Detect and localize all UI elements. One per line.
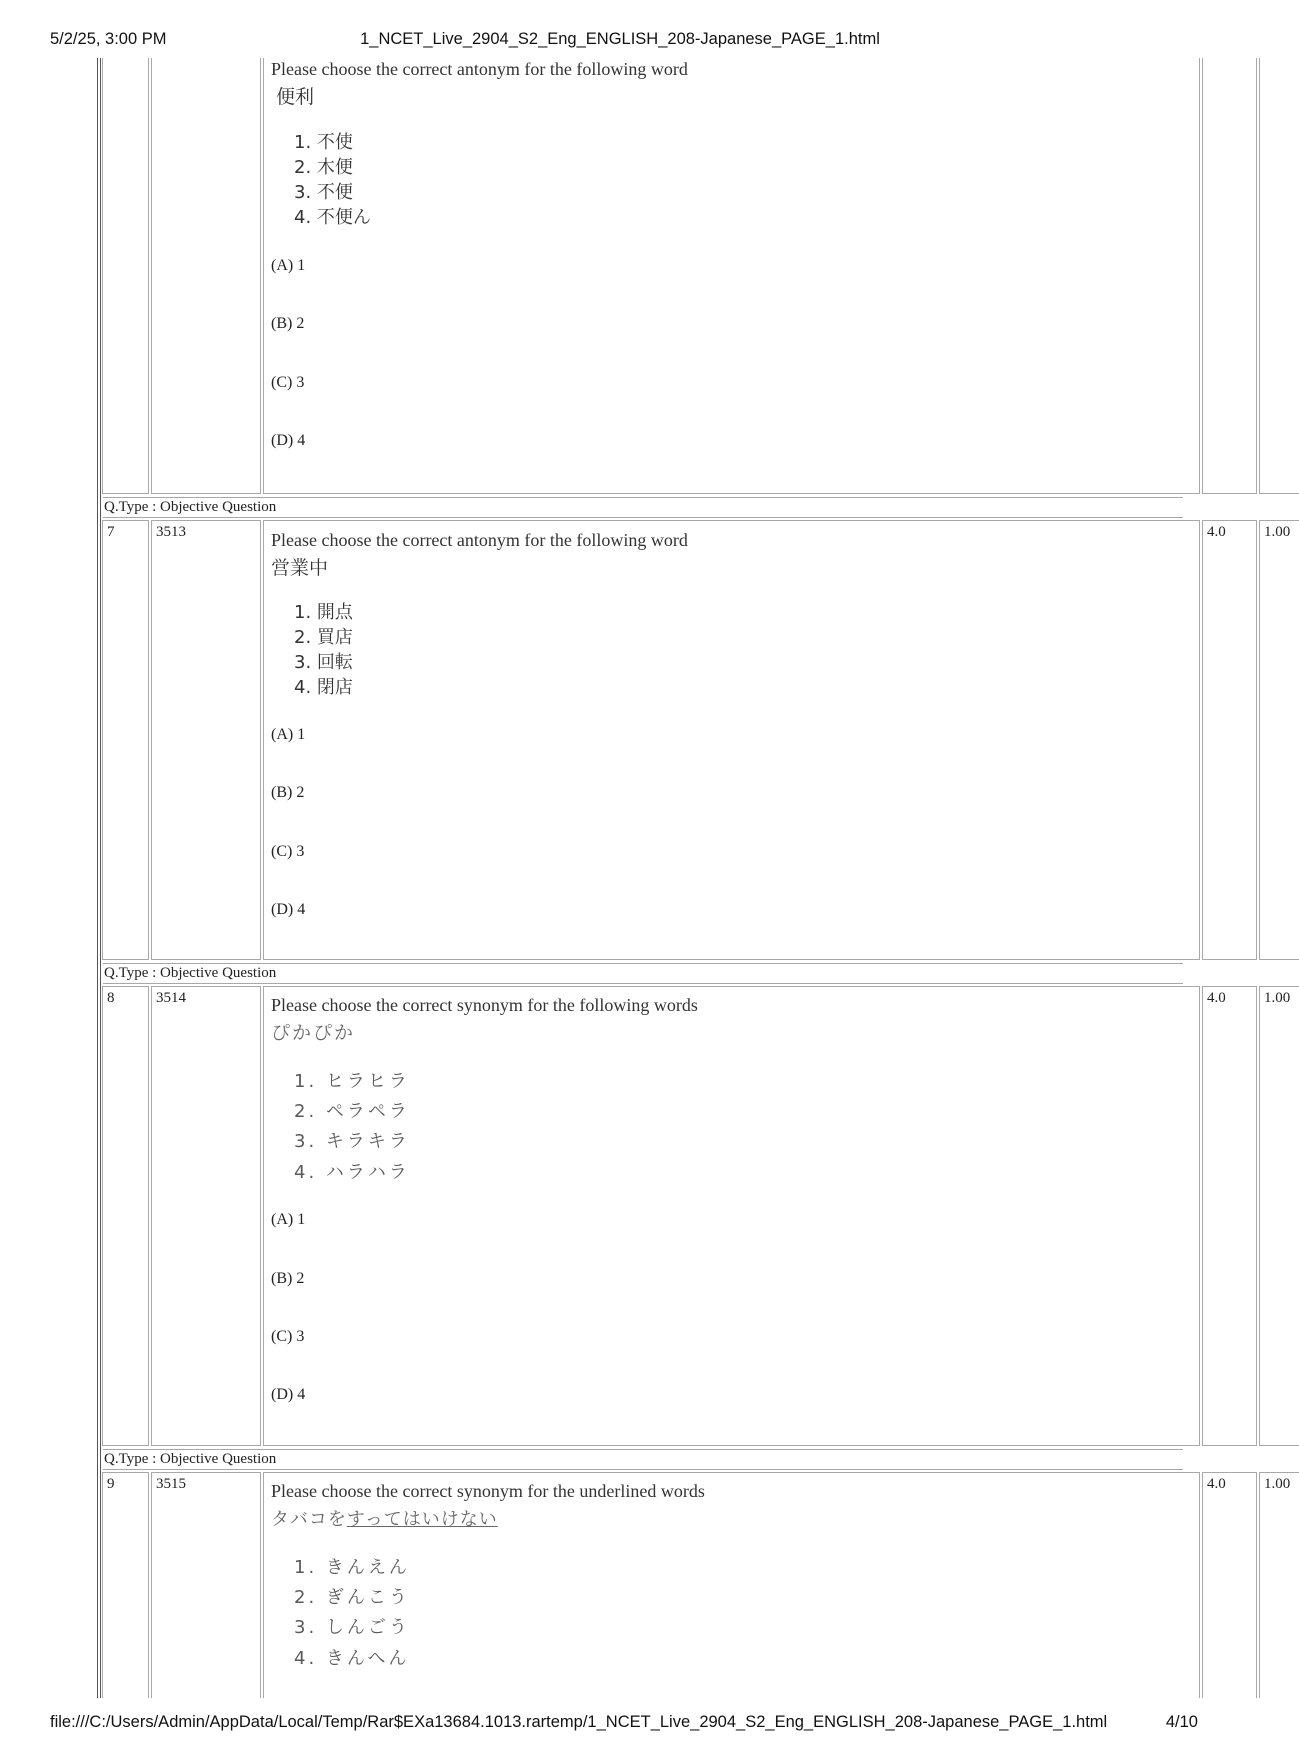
print-datetime: 5/2/25, 3:00 PM — [50, 30, 167, 48]
option-1: 1. ヒラヒラ — [294, 1071, 410, 1092]
marks-value: 4.0 — [1207, 524, 1226, 540]
negative-marks-value: 1.00 — [1264, 524, 1291, 540]
answer-c: (C) 3 — [271, 1328, 305, 1345]
negative-marks-cell — [1259, 520, 1299, 960]
marks-value: 4.0 — [1207, 1476, 1226, 1492]
question-type-label: Q.Type : Objective Question — [104, 499, 277, 515]
option-3: 3. キラキラ — [294, 1131, 410, 1152]
code-cell — [151, 986, 261, 1446]
option-3: 3. しんごう — [294, 1617, 410, 1638]
negative-marks-cell — [1259, 1472, 1299, 1698]
question-type-label: Q.Type : Objective Question — [104, 1451, 277, 1467]
answer-c: (C) 3 — [271, 843, 305, 860]
option-2: 2. ぎんこう — [294, 1587, 410, 1608]
serial-number: 8 — [107, 990, 115, 1006]
question-row — [102, 520, 1291, 960]
negative-marks-value: 1.00 — [1264, 990, 1291, 1006]
question-word: 営業中 — [271, 557, 329, 579]
option-1: 1. 不使 — [294, 132, 353, 153]
answer-a: (A) 1 — [271, 1211, 306, 1228]
answer-c: (C) 3 — [271, 374, 305, 391]
question-type-label: Q.Type : Objective Question — [104, 965, 277, 981]
print-header — [0, 30, 1240, 54]
serial-number: 7 — [107, 524, 115, 540]
question-cell — [263, 58, 1200, 494]
row-separator — [103, 1469, 1183, 1470]
serial-cell — [102, 1472, 149, 1698]
code-cell — [151, 1472, 261, 1698]
option-3: 3. 不便 — [294, 182, 353, 203]
serial-number: 9 — [107, 1476, 115, 1492]
serial-cell — [102, 520, 149, 960]
option-2: 2. 買店 — [294, 627, 353, 648]
answer-a: (A) 1 — [271, 257, 306, 274]
question-text: Please choose the correct synonym for the underlined words — [271, 1481, 705, 1501]
question-row — [102, 1472, 1291, 1698]
serial-cell — [102, 58, 149, 494]
page-edge-line — [100, 58, 101, 1698]
question-text: Please choose the correct antonym for the following word — [271, 530, 688, 550]
option-4: 4. 閉店 — [294, 677, 353, 698]
option-4: 4. ハラハラ — [294, 1162, 410, 1183]
row-separator — [103, 517, 1183, 518]
marks-cell — [1202, 520, 1257, 960]
question-phrase-underlined: すってはいけない — [346, 1509, 498, 1530]
answer-d: (D) 4 — [271, 432, 306, 449]
option-3: 3. 回転 — [294, 652, 353, 673]
question-code: 3513 — [156, 524, 186, 540]
question-phrase-prefix: タバコを — [271, 1509, 347, 1530]
question-code: 3515 — [156, 1476, 186, 1492]
print-page-number: 4/10 — [1165, 1713, 1198, 1731]
marks-cell — [1202, 58, 1257, 494]
option-4: 4. きんへん — [294, 1648, 410, 1669]
print-url: file:///C:/Users/Admin/AppData/Local/Temp/Rar$EXa13684.1013.rartemp/1_NCET_Live_2904_S2_Eng_ENGLISH_208-Japanese_PAGE_1.html — [50, 1713, 1108, 1731]
serial-cell — [102, 986, 149, 1446]
print-footer — [0, 1713, 1240, 1737]
page-edge-line — [97, 58, 98, 1698]
negative-marks-value: 1.00 — [1264, 1476, 1291, 1492]
question-text: Please choose the correct synonym for the following words — [271, 995, 698, 1015]
answer-b: (B) 2 — [271, 315, 305, 332]
code-cell — [151, 520, 261, 960]
question-cell — [263, 1472, 1200, 1698]
question-cell — [263, 986, 1200, 1446]
option-1: 1. きんえん — [294, 1557, 410, 1578]
question-row — [102, 58, 1184, 494]
answer-d: (D) 4 — [271, 1386, 306, 1403]
print-title: 1_NCET_Live_2904_S2_Eng_ENGLISH_208-Japanese_PAGE_1.html — [360, 30, 880, 48]
answer-b: (B) 2 — [271, 1270, 305, 1287]
code-cell — [151, 58, 261, 494]
question-word: ぴかぴか — [271, 1022, 356, 1044]
option-2: 2. 木便 — [294, 157, 353, 178]
answer-b: (B) 2 — [271, 784, 305, 801]
answer-a: (A) 1 — [271, 726, 306, 743]
row-separator — [103, 983, 1183, 984]
question-code: 3514 — [156, 990, 186, 1006]
answer-d: (D) 4 — [271, 901, 306, 918]
question-row — [102, 986, 1291, 1446]
option-2: 2. ペラペラ — [294, 1101, 410, 1122]
question-phrase — [271, 1505, 498, 1531]
question-text: Please choose the correct antonym for the following word — [271, 59, 688, 79]
negative-marks-cell — [1259, 986, 1299, 1446]
option-4: 4. 不便ん — [294, 207, 371, 228]
question-word: 便利 — [276, 86, 315, 108]
question-cell — [263, 520, 1200, 960]
negative-marks-cell — [1259, 58, 1299, 494]
marks-cell — [1202, 986, 1257, 1446]
option-1: 1. 開点 — [294, 602, 353, 623]
marks-value: 4.0 — [1207, 990, 1226, 1006]
marks-cell — [1202, 1472, 1257, 1698]
